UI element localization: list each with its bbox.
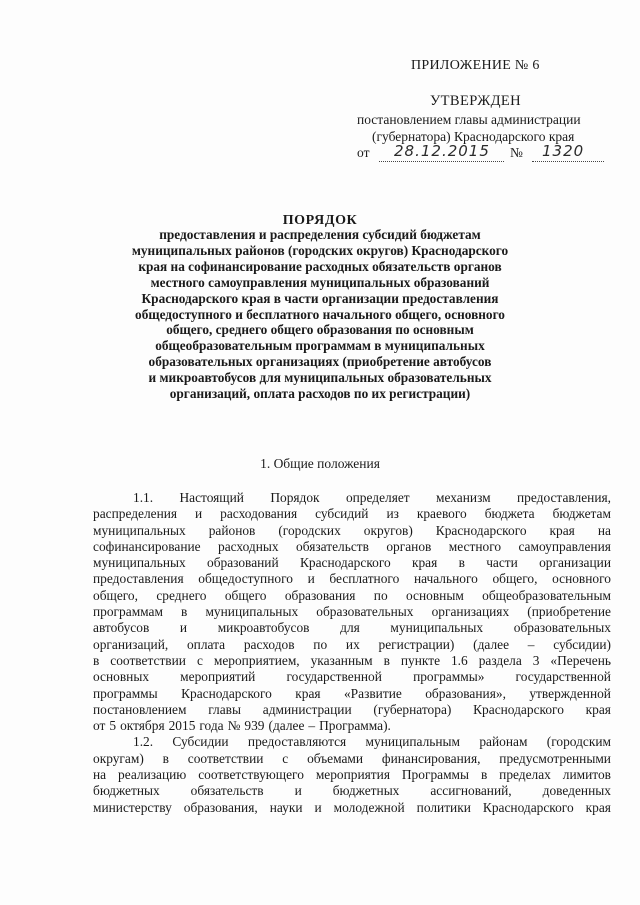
document-title: ПОРЯДОК [282, 213, 358, 228]
body-word: государственной [286, 669, 382, 685]
body-word: Субсидии [172, 734, 229, 750]
body-word: (приобретение [527, 604, 611, 620]
body-line [93, 751, 611, 767]
subtitle-line: образовательных организациях (приобретение автобусов [148, 354, 492, 370]
body-word: года [199, 718, 224, 734]
body-word: Краснодарского [435, 522, 527, 538]
body-word: (далее [473, 636, 510, 652]
appendix-label: ПРИЛОЖЕНИЕ № 6 [411, 58, 540, 73]
body-word: самоуправления [518, 538, 611, 554]
body-word: определяет [345, 490, 410, 505]
body-word: края [295, 685, 321, 701]
body-word: 1.6 [450, 652, 468, 668]
body-word: политики [416, 799, 471, 815]
body-word: бюджетных [93, 783, 160, 799]
body-word: на [93, 767, 107, 783]
body-word: общеобразовательным [482, 587, 611, 603]
date-label: от [357, 145, 370, 160]
subtitle-line: предоставления и распределения субсидий бюджетам [159, 227, 481, 242]
body-line [93, 800, 611, 816]
body-word: образовательных [513, 620, 611, 636]
body-word: муниципальных [390, 620, 484, 636]
body-word: края [585, 799, 611, 815]
subtitle-line: общеобразовательным программам в муниципальных [155, 338, 485, 354]
body-word: октября [120, 718, 165, 734]
body-line [93, 718, 611, 734]
body-word: для [340, 620, 360, 636]
body-word: обязательств [296, 538, 369, 554]
body-word: 3 [532, 652, 540, 668]
body-word: автобусов [93, 620, 150, 636]
body-word: администрации [262, 701, 352, 717]
body-word: бесплатного [329, 571, 400, 587]
body-word: ассигнований, [430, 783, 512, 799]
subtitle-line: Краснодарского края в части организации предоставления [141, 290, 499, 306]
body-word: и [179, 620, 188, 636]
body-word: по [373, 587, 388, 603]
body-word: основным [406, 587, 464, 603]
body-word: «Развитие [343, 685, 402, 701]
body-word: мероприятия [315, 767, 390, 783]
body-word: постановлением [93, 701, 187, 717]
body-word: основных [93, 669, 150, 685]
body-word: и [195, 506, 203, 522]
body-line [93, 734, 611, 750]
number-underline [532, 161, 604, 162]
body-word: лимитов [562, 767, 611, 783]
body-word: 2015 [168, 718, 196, 734]
body-line [93, 686, 611, 702]
body-word: общедоступного [198, 571, 293, 587]
body-word: краевого [416, 506, 467, 522]
handwritten-date: 28.12.2015 [394, 142, 490, 160]
body-word: соответствующего [198, 767, 304, 783]
body-line [93, 539, 611, 555]
body-line [93, 620, 611, 636]
body-word: Краснодарского [181, 685, 272, 701]
body-word: расходных [218, 538, 279, 554]
body-word: Краснодарского [473, 701, 564, 717]
body-word: предоставления, [517, 490, 611, 505]
approved-by-line-2: (губернатора) Краснодарского края [372, 129, 575, 144]
body-word: распределения [93, 506, 178, 522]
body-word: муниципальным [365, 734, 461, 750]
body-word: основного [552, 571, 611, 587]
body-line [93, 571, 611, 587]
body-word: науки [269, 799, 303, 815]
body-word: районам [479, 734, 528, 750]
body-word: в [162, 750, 169, 766]
body-line [93, 555, 611, 571]
body-line [93, 783, 611, 799]
body-word: с [196, 652, 203, 668]
body-word: программы [93, 685, 158, 701]
body-word: объемами [307, 750, 364, 766]
body-word: реализацию [118, 767, 187, 783]
body-word: края [411, 555, 438, 571]
body-word: в [93, 652, 100, 668]
handwritten-number: 1320 [542, 142, 585, 160]
body-word: муниципальных [93, 555, 186, 571]
body-word: части [486, 555, 518, 571]
body-word: механизм [436, 490, 491, 505]
body-word: мероприятием, [213, 652, 300, 668]
body-word: организаций, [93, 636, 169, 652]
body-word: государственной [515, 669, 611, 685]
body-word: Краснодарского [482, 799, 574, 815]
body-word: округов) [363, 522, 413, 538]
body-word: – [527, 636, 535, 652]
body-word: районов [208, 522, 256, 538]
body-word: утвержденной [529, 685, 611, 701]
body-word: соответствии [187, 750, 264, 766]
body-word: из [386, 506, 399, 522]
body-word: обязательств [190, 783, 264, 799]
body-word: среднего [156, 587, 207, 603]
body-word: образований [207, 555, 279, 571]
body-word: (губернатора) [373, 701, 452, 717]
body-word: пункте [400, 652, 441, 668]
body-word: общего, [492, 571, 538, 587]
body-word: регистрации) [378, 636, 455, 652]
body-word: предоставления [93, 571, 184, 587]
number-label: № [510, 145, 523, 160]
body-line [93, 702, 611, 718]
subtitle-line: местного самоуправления муниципальных образований [150, 274, 490, 290]
body-word: оплата [186, 636, 226, 652]
body-word: округам) [93, 750, 144, 766]
body-word: софинансирование [93, 538, 201, 554]
body-word: по [313, 636, 328, 652]
date-underline [379, 161, 504, 162]
body-word: бюджетных [332, 783, 400, 799]
body-word: расходования [220, 506, 298, 522]
body-word: в [480, 767, 488, 783]
body-word: программы» [413, 669, 485, 685]
body-word: муниципальных [205, 604, 299, 620]
body-word: Краснодарского [299, 555, 391, 571]
body-word: образования [284, 587, 356, 603]
body-line [93, 653, 611, 669]
body-word: финансирования, [381, 750, 481, 766]
document-subtitle [120, 227, 520, 402]
subtitle-line: и микроавтобусов для муниципальных образовательных [148, 370, 492, 386]
body-word: от [93, 718, 106, 734]
body-word: (далее [268, 718, 305, 734]
body-word: Программа). [319, 718, 391, 734]
body-word: – [308, 718, 316, 734]
approved-by-line-1: постановлением главы администрации [357, 112, 581, 127]
body-word: 939 [244, 718, 265, 734]
body-word: доведенных [542, 783, 611, 799]
subtitle-line: муниципальных районов (городских округов) Краснодарского [131, 242, 509, 258]
body-word: «Перечень [550, 652, 611, 668]
body-text [93, 490, 611, 816]
body-word: 1.2. [133, 734, 154, 750]
body-word: образовательных [316, 604, 414, 620]
body-word: пределах [499, 767, 551, 783]
body-word: главы [208, 701, 242, 717]
body-word: в [383, 652, 390, 668]
body-word: организациях [431, 604, 510, 620]
body-word: их [345, 636, 360, 652]
body-word: с [282, 750, 289, 766]
body-line [93, 523, 611, 539]
subtitle-line: организаций, оплата расходов по их регистрации) [169, 386, 471, 402]
body-word: местного [448, 538, 502, 554]
body-word: бюджета [484, 506, 535, 522]
body-word: предусмотренными [499, 750, 611, 766]
body-word: расходов [243, 636, 295, 652]
subtitle-line: общего, среднего общего образования по основным [166, 322, 474, 338]
body-word: 1.1. [133, 490, 154, 505]
body-word: муниципальных [93, 522, 186, 538]
subtitle-line: общедоступного и бесплатного начального общего, основного [135, 306, 505, 322]
body-word: Настоящий [179, 490, 244, 505]
body-word: и [307, 571, 315, 587]
body-word: программам [93, 604, 163, 620]
body-word: субсидии) [553, 636, 611, 652]
body-word: органов [386, 538, 432, 554]
body-line [93, 637, 611, 653]
body-word: предоставляются [247, 734, 347, 750]
body-word: в [458, 555, 465, 571]
body-word: организации [539, 555, 611, 571]
body-word: образования», [425, 685, 506, 701]
body-word: Программы [401, 767, 470, 783]
body-line [93, 506, 611, 522]
body-word: (городских [278, 522, 341, 538]
body-word: бюджетам [552, 506, 611, 522]
body-line [93, 588, 611, 604]
body-word: субсидий [315, 506, 369, 522]
body-line [93, 604, 611, 620]
body-word: общего [224, 587, 267, 603]
body-word: в [181, 604, 188, 620]
body-line [93, 490, 611, 506]
body-word: соответствии [110, 652, 186, 668]
body-word: микроавтобусов [217, 620, 310, 636]
body-word: на [597, 522, 611, 538]
body-word: министерству [93, 799, 172, 815]
body-word: указанным [310, 652, 373, 668]
body-word: начального [413, 571, 478, 587]
body-line [93, 767, 611, 783]
section-heading: 1. Общие положения [260, 456, 380, 471]
body-word: края [549, 522, 575, 538]
body-word: Порядок [270, 490, 320, 505]
subtitle-line: края на софинансирование расходных обязательств органов [138, 258, 502, 274]
body-word: общего, [93, 587, 138, 603]
body-word: и [294, 783, 302, 799]
body-word: и [314, 799, 322, 815]
body-word: мероприятий [180, 669, 256, 685]
body-word: раздела [478, 652, 522, 668]
body-word: образования, [183, 799, 258, 815]
body-word: № [227, 718, 241, 734]
body-line [93, 669, 611, 685]
body-word: края [585, 701, 611, 717]
body-word: молодежной [333, 799, 405, 815]
body-word: 5 [109, 718, 117, 734]
approved-label: УТВЕРЖДЕН [430, 93, 522, 109]
body-word: (городским [546, 734, 611, 750]
